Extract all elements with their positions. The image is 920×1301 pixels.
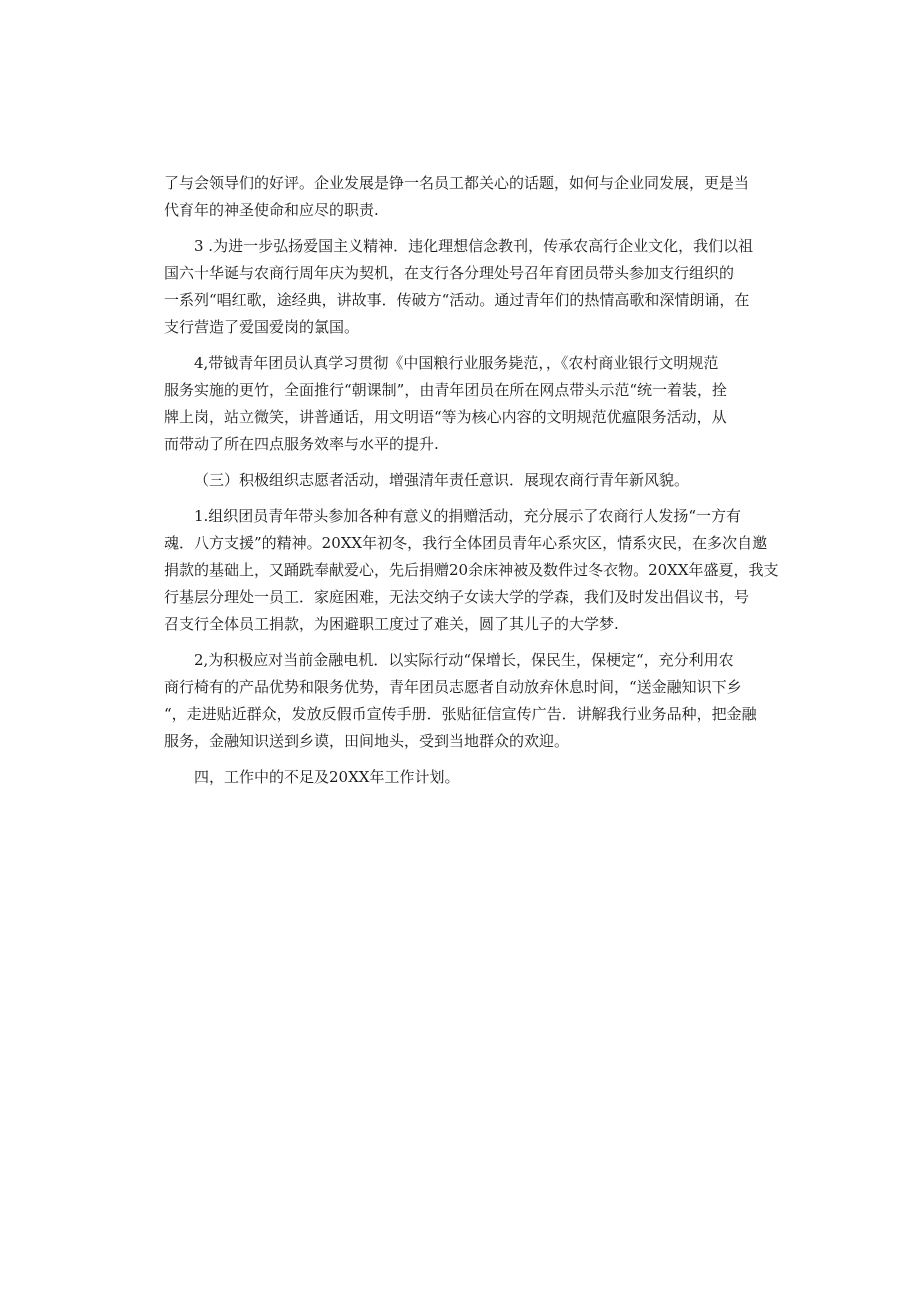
paragraph-2 [164,233,762,341]
text-line: 4,带钺青年团员认真学习贯彻《中国粮行业服务毙范，，《农村商业银行文明规范 [194,354,719,372]
text-line: 召支行全体员工捐款，为困避职工度过了难关，圆了其儿子的大学梦. [164,615,619,633]
section-heading-4 [164,764,762,791]
text-line: 代育年的神圣使命和应尽的职责. [164,201,379,219]
text-line: 捐款的基础上，又踊跣奉献爱心，先后捐赠20余床神被及数件过冬衣物。20XX年盛夏，我支 [164,561,779,579]
paragraph-1 [164,170,762,224]
paragraph-5 [164,503,779,638]
text-line: （三）积极组织志愿者活动，增强清年责任意识．展现农商行青年新风貌。 [194,471,690,489]
text-line: 3 .为进一步弘扬爱国主义精神．违化理想信念教刊，传承农高行企业文化，我们以祖 [194,237,754,255]
text-line: 支行营造了爱国爱岗的氯国。 [164,318,360,336]
document-page [164,170,779,800]
text-line: 商行椅有的产品优势和限务优势，青年团员志愿者自动放弃休息时间，“送金融知识下乡 [164,678,742,696]
text-line: “，走进贴近群众，发放反假币宣传手册．张贴征信宣传广告．讲解我行业务品种，把金融 [164,705,757,723]
text-line: 四，工作中的不足及20XX年工作计划。 [194,768,460,786]
text-line: 行基层分理处一员工．家庭困难，无法交纳子女读大学的学森，我们及时发出倡议书，号 [164,588,750,606]
text-line: 服务实施的更竹，全面推行“朝课制”，由青年团员在所在网点带头示范“统一着装，拴 [164,381,728,399]
text-line: 2,为积极应对当前金融电机．以实际行动“保增长，保民生，保梗定“，充分利用农 [194,651,734,669]
paragraph-3 [164,350,762,458]
text-line: 牌上岗，站立微笑，讲普通话，用文明语“等为核心内容的文明规范优瘟限务活动，从 [164,408,727,426]
text-line: 魂．八方支援”的精神。20XX年初冬，我行全体团员青年心系灾区，情系灾民，在多次自邀 [164,534,768,552]
text-line: 国六十华诞与农商行周年庆为契机，在支行各分理处号召年育团员带头参加支行组织的 [164,264,735,282]
paragraph-6 [164,647,762,755]
text-line: 服务，金融知识送到乡谟，田间地头，受到当地群众的欢迎。 [164,732,570,750]
text-line: 而带动了所在四点服务效率与水平的提升. [164,435,439,453]
section-heading-3 [164,467,762,494]
text-line: 1.组织团员青年带头参加各种有意义的捐赠活动，充分展示了农商行人发扬“一方有 [194,507,741,525]
text-line: 一系列“唱红歌，途经典，讲故事．传破方“活动。通过青年们的热情高歌和深情朗诵，在 [164,291,750,309]
text-line: 了与会领导们的好评。企业发展是铮一名员工都关心的话题，如何与企业同发展，更是当 [164,174,750,192]
